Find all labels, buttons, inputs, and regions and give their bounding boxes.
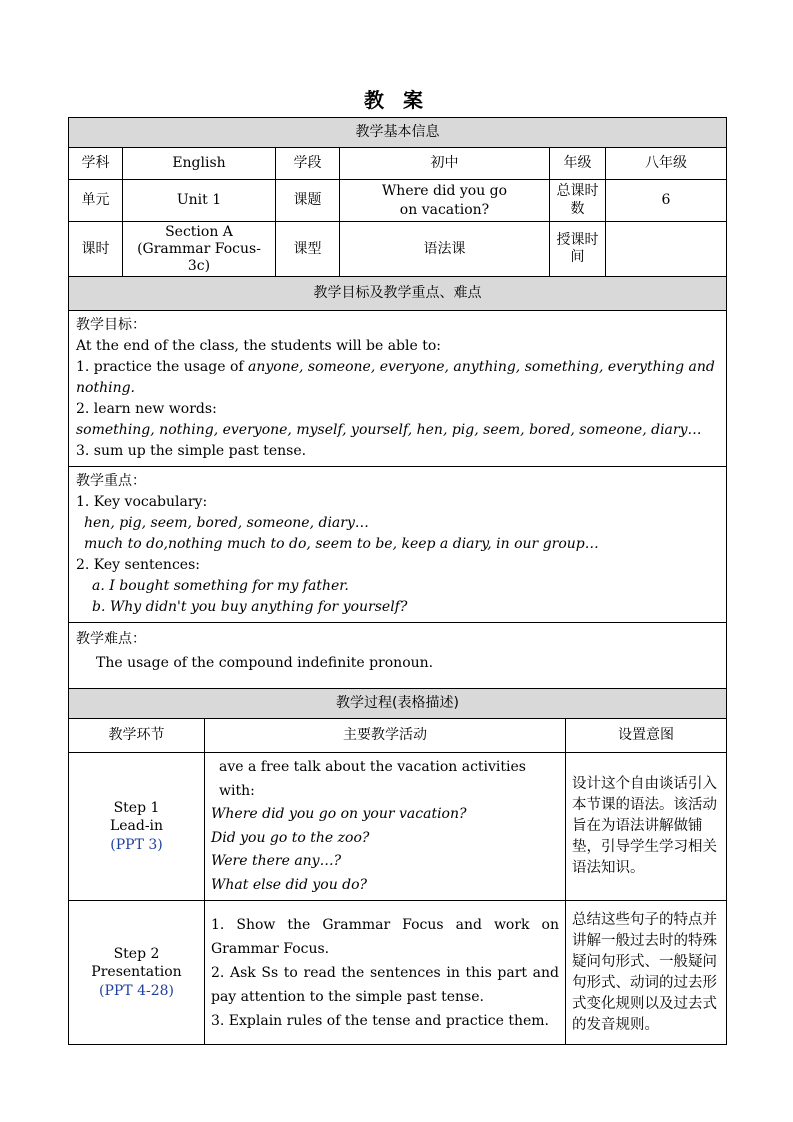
step-2-activity-line: 3. Explain rules of the tense and practice them. <box>211 1012 549 1029</box>
basic-info-header: 教学基本信息 <box>69 118 727 148</box>
document-title: 教 案 <box>364 88 429 112</box>
step-1-label: Step 1 <box>113 799 160 816</box>
step-1-intent: 设计这个自由谈话引入本节课的语法。该活动旨在为语法讲解做铺垫，引导学生学习相关语法知识。 <box>566 753 727 901</box>
goal-1-words: anyone, someone, everyone, anything, something, everything and nothing. <box>76 359 715 397</box>
value-stage: 初中 <box>340 148 550 180</box>
step-1-ppt: (PPT 3) <box>110 837 163 854</box>
value-topic: Where did you go on vacation? <box>340 180 550 222</box>
col-intent: 设置意图 <box>566 719 727 753</box>
key-sentences: 2. Key sentences: <box>76 557 200 574</box>
label-grade: 年级 <box>550 148 606 180</box>
step-1-activity-intro: ave a free talk about the vacation activities with: <box>219 759 526 799</box>
key-title: 教学重点： <box>76 473 146 490</box>
label-subject: 学科 <box>69 148 123 180</box>
step-2-intent: 总结这些句子的特点并讲解一般过去时的特殊疑问句形式、一般疑问句形式、动词的过去形式变化规则以及过去式的发音规则。 <box>566 901 727 1045</box>
step-2-ppt: (PPT 4-28) <box>98 983 174 1000</box>
goals-title: 教学目标： <box>76 317 146 334</box>
value-grade: 八年级 <box>606 148 727 180</box>
label-teaching-time: 授课时间 <box>550 222 606 277</box>
step-1-activity-line: What else did you do? <box>211 876 368 893</box>
step-1-activity-line: Did you go to the zoo? <box>211 829 370 846</box>
value-lesson-type: 语法课 <box>340 222 550 277</box>
value-period-line1: Section A <box>165 224 233 240</box>
label-total-hours: 总课时数 <box>550 180 606 222</box>
step-2-name: Presentation <box>91 964 182 981</box>
goals-intro: At the end of the class, the students will be able to: <box>76 338 441 355</box>
difficult-points <box>69 623 727 689</box>
key-sentence-b: b. Why didn't you buy anything for yourself? <box>92 599 408 616</box>
step-1-name: Lead-in <box>109 818 164 835</box>
difficult-text: The usage of the compound indefinite pronoun. <box>96 655 434 672</box>
key-points <box>69 467 727 623</box>
goal-2-words: something, nothing, everyone, myself, yourself, hen, pig, seem, bored, someone, diary… <box>76 422 702 439</box>
lesson-plan <box>68 117 726 1045</box>
key-sentence-a: a. I bought something for my father. <box>92 578 349 595</box>
value-teaching-time <box>606 222 727 277</box>
col-stage: 教学环节 <box>69 719 205 753</box>
goal-1 <box>76 357 719 399</box>
value-period-line2: (Grammar Focus-3c) <box>137 240 261 274</box>
step-2-activity-line: 2. Ask Ss to read the sentences in this part and pay attention to the simple past tense. <box>211 964 559 1005</box>
label-period: 课时 <box>69 222 123 277</box>
step-2-cell <box>69 901 205 1045</box>
value-subject: English <box>123 148 276 180</box>
key-vocabulary-words-1: hen, pig, seem, bored, someone, diary… <box>84 515 369 532</box>
key-vocabulary: 1. Key vocabulary: <box>76 494 208 511</box>
difficult-title: 教学难点： <box>76 631 146 648</box>
process-table <box>68 718 727 1045</box>
label-lesson-type: 课型 <box>276 222 340 277</box>
goal-2: 2. learn new words: <box>76 401 217 418</box>
value-period <box>123 222 276 277</box>
objectives-header: 教学目标及教学重点、难点 <box>69 277 727 311</box>
step-2-label: Step 2 <box>113 945 160 962</box>
step-2-activity-line: 1. Show the Grammar Focus and work on Grammar Focus. <box>211 916 559 957</box>
value-unit: Unit 1 <box>123 180 276 222</box>
step-1-activity-line: Where did you go on your vacation? <box>211 806 467 823</box>
key-vocabulary-words-2: much to do,nothing much to do, seem to be, keep a diary, in our group… <box>84 536 599 553</box>
label-unit: 单元 <box>69 180 123 222</box>
step-1-cell <box>69 753 205 901</box>
step-1-activity-line: Were there any…? <box>211 853 342 870</box>
step-2-activities <box>205 901 566 1045</box>
process-header: 教学过程(表格描述) <box>69 689 727 719</box>
basic-info-table <box>68 117 727 719</box>
label-topic: 课题 <box>276 180 340 222</box>
goal-3: 3. sum up the simple past tense. <box>76 443 307 460</box>
goal-1-prefix: 1. practice the usage of <box>76 359 249 376</box>
col-activities: 主要教学活动 <box>205 719 566 753</box>
label-stage: 学段 <box>276 148 340 180</box>
teaching-goals <box>69 311 727 467</box>
step-1-activities <box>205 753 566 901</box>
value-total-hours: 6 <box>606 180 727 222</box>
